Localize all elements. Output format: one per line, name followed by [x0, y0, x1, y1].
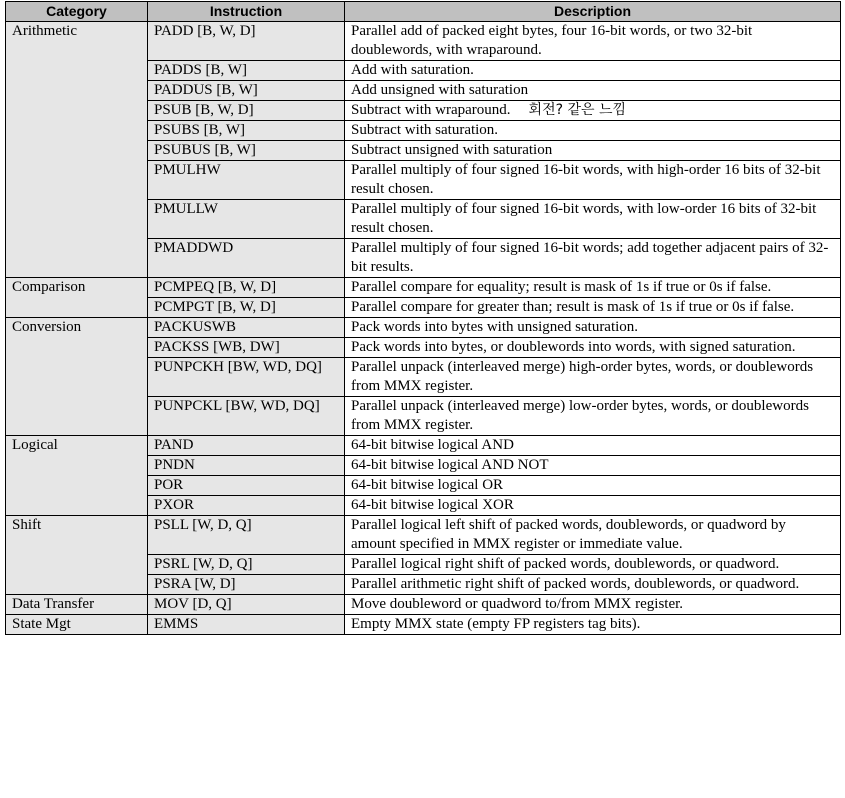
description-cell [345, 516, 841, 555]
description-text: Pack words into bytes with unsigned saturation. [351, 319, 639, 335]
description-text: Add with saturation. [351, 62, 474, 78]
table-row [6, 278, 841, 298]
description-text: Subtract unsigned with saturation [351, 142, 553, 158]
description-cell [345, 61, 841, 81]
description-cell [345, 555, 841, 575]
description-cell [345, 397, 841, 436]
description-cell [345, 496, 841, 516]
table-row [6, 318, 841, 338]
description-cell [345, 101, 841, 121]
category-cell: Conversion [6, 318, 148, 436]
instruction-cell: PSRA [W, D] [148, 575, 345, 595]
category-cell: Shift [6, 516, 148, 595]
table-row [6, 595, 841, 615]
description-text: 64-bit bitwise logical XOR [351, 497, 514, 513]
category-cell: Logical [6, 436, 148, 516]
header-row [6, 2, 841, 22]
mmx-instruction-table [5, 1, 841, 635]
description-cell [345, 436, 841, 456]
instruction-cell: PSUBUS [B, W] [148, 141, 345, 161]
description-text: Parallel arithmetic right shift of packed words, doublewords, or quadword. [351, 576, 800, 592]
table-row [6, 516, 841, 555]
instruction-cell: PCMPGT [B, W, D] [148, 298, 345, 318]
instruction-cell: PMULHW [148, 161, 345, 200]
description-text: Parallel multiply of four signed 16-bit words, with low-order 16 bits of 32-bit result chosen. [351, 201, 817, 236]
instruction-cell: POR [148, 476, 345, 496]
description-text: 64-bit bitwise logical AND [351, 437, 514, 453]
description-text: Subtract with wraparound. [351, 102, 511, 118]
description-text: 64-bit bitwise logical AND NOT [351, 457, 549, 473]
description-cell [345, 141, 841, 161]
description-cell [345, 278, 841, 298]
description-cell [345, 476, 841, 496]
description-text: Subtract with saturation. [351, 122, 499, 138]
instruction-cell: PADDS [B, W] [148, 61, 345, 81]
category-cell: State Mgt [6, 615, 148, 635]
description-text: Empty MMX state (empty FP registers tag bits). [351, 616, 641, 632]
instruction-cell: PACKSS [WB, DW] [148, 338, 345, 358]
description-cell [345, 338, 841, 358]
instruction-cell: PSUB [B, W, D] [148, 101, 345, 121]
handwritten-note: 회전? 같은 느낌 [528, 102, 627, 118]
header-description: Description [345, 2, 841, 22]
description-cell [345, 298, 841, 318]
instruction-cell: PUNPCKH [BW, WD, DQ] [148, 358, 345, 397]
header-instruction: Instruction [148, 2, 345, 22]
category-cell: Data Transfer [6, 595, 148, 615]
instruction-cell: PSLL [W, D, Q] [148, 516, 345, 555]
description-cell [345, 239, 841, 278]
instruction-cell: EMMS [148, 615, 345, 635]
description-cell [345, 595, 841, 615]
instruction-cell: PNDN [148, 456, 345, 476]
description-text: Move doubleword or quadword to/from MMX register. [351, 596, 684, 612]
table-row [6, 615, 841, 635]
header-category: Category [6, 2, 148, 22]
description-cell [345, 81, 841, 101]
table-row [6, 436, 841, 456]
description-text: 64-bit bitwise logical OR [351, 477, 504, 493]
description-text: Parallel logical left shift of packed words, doublewords, or quadword by amount specified in MMX register or immediate value. [351, 517, 786, 552]
description-cell [345, 161, 841, 200]
category-cell: Arithmetic [6, 22, 148, 278]
description-cell [345, 358, 841, 397]
description-cell [345, 200, 841, 239]
description-text: Parallel unpack (interleaved merge) low-order bytes, words, or doublewords from MMX register. [351, 398, 809, 433]
table-row [6, 22, 841, 61]
table-body [6, 22, 841, 635]
description-text: Parallel compare for greater than; result is mask of 1s if true or 0s if false. [351, 299, 795, 315]
instruction-cell: PADDUS [B, W] [148, 81, 345, 101]
description-text: Add unsigned with saturation [351, 82, 529, 98]
description-cell [345, 121, 841, 141]
description-cell [345, 22, 841, 61]
instruction-cell: PCMPEQ [B, W, D] [148, 278, 345, 298]
description-text: Parallel logical right shift of packed words, doublewords, or quadword. [351, 556, 780, 572]
description-text: Parallel multiply of four signed 16-bit words; add together adjacent pairs of 32-bit results. [351, 240, 829, 275]
instruction-cell: PACKUSWB [148, 318, 345, 338]
instruction-cell: PSRL [W, D, Q] [148, 555, 345, 575]
description-text: Parallel add of packed eight bytes, four 16-bit words, or two 32-bit doublewords, with wraparound. [351, 23, 753, 58]
instruction-cell: PXOR [148, 496, 345, 516]
description-cell [345, 615, 841, 635]
description-text: Parallel compare for equality; result is mask of 1s if true or 0s if false. [351, 279, 772, 295]
category-cell: Comparison [6, 278, 148, 318]
description-text: Parallel multiply of four signed 16-bit words, with high-order 16 bits of 32-bit result chosen. [351, 162, 821, 197]
instruction-cell: MOV [D, Q] [148, 595, 345, 615]
instruction-cell: PADD [B, W, D] [148, 22, 345, 61]
instruction-cell: PMADDWD [148, 239, 345, 278]
description-text: Parallel unpack (interleaved merge) high-order bytes, words, or doublewords from MMX register. [351, 359, 814, 394]
instruction-cell: PSUBS [B, W] [148, 121, 345, 141]
instruction-cell: PMULLW [148, 200, 345, 239]
description-text: Pack words into bytes, or doublewords into words, with signed saturation. [351, 339, 796, 355]
instruction-cell: PAND [148, 436, 345, 456]
description-cell [345, 456, 841, 476]
description-cell [345, 575, 841, 595]
instruction-cell: PUNPCKL [BW, WD, DQ] [148, 397, 345, 436]
description-cell [345, 318, 841, 338]
